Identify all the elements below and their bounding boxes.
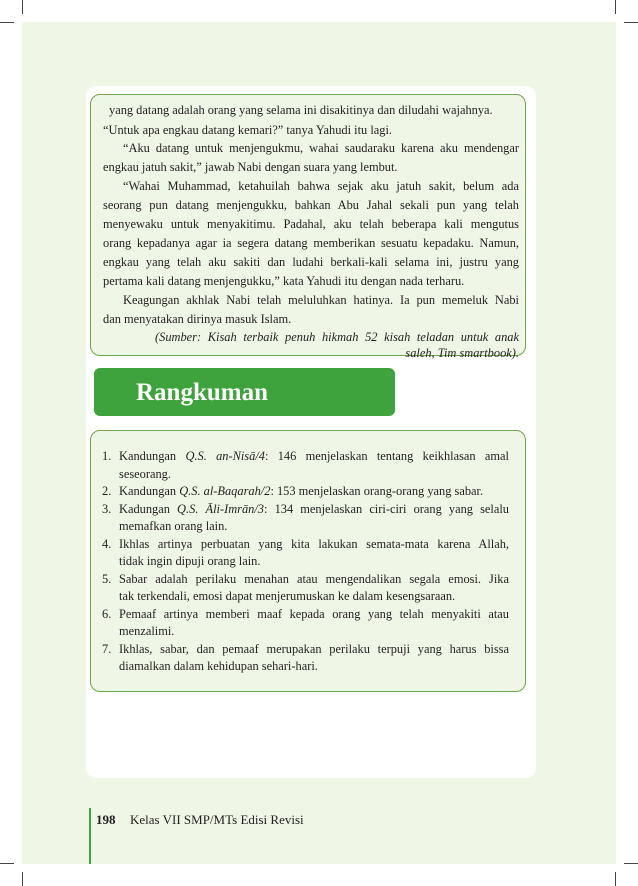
summary-item [102, 641, 509, 657]
story-line: engkau yang telah aku sakiti dan ludahi berkali-kali selama ini, justru yang [103, 255, 519, 269]
book-title: Kelas VII SMP/MTs Edisi Revisi [130, 812, 304, 827]
crop-mark-bottom-left-v [22, 872, 23, 886]
crop-mark-bottom-right-h [624, 863, 638, 864]
item-text: : 153 menjelaskan orang-orang yang sabar. [270, 484, 484, 498]
summary-item [102, 483, 509, 499]
summary-item-cont: menzalimi. [119, 624, 175, 638]
item-text: : 134 menjelaskan ciri-ciri orang yang selalu [264, 502, 509, 516]
summary-item [102, 448, 510, 464]
story-line: dan menyatakan dirinya masuk Islam. [103, 312, 292, 326]
footer-accent-bar [89, 808, 91, 864]
crop-mark-top-left-v [22, 0, 23, 14]
item-reference: Q.S. Āli-Imrān/3 [177, 502, 265, 516]
story-line: pertama kali datang menjengukku,” kata Yahudi itu dengan nada terharu. [103, 274, 465, 288]
story-line: “Wahai Muhammad, ketahuilah bahwa sejak aku jatuh sakit, belum ada [123, 179, 519, 193]
item-number: 4. [102, 537, 112, 551]
summary-item-cont: tak terkendali, emosi dapat menjerumuskan ke dalam kesengsaraan. [119, 589, 456, 603]
crop-mark-bottom-left-h [0, 863, 14, 864]
summary-item-cont: diamalkan dalam kehidupan sehari-hari. [119, 659, 318, 673]
story-line: menyewaku untuk menyakitimu. Padahal, aku telah beberapa kali mengutus [103, 217, 519, 231]
section-heading: Rangkuman [136, 379, 268, 406]
story-source: (Sumber: Kisah terbaik penuh hikmah 52 kisah teladan untuk anak [155, 330, 519, 344]
crop-mark-top-right-h [624, 22, 638, 23]
summary-item [102, 606, 509, 622]
item-number: 3. [102, 502, 112, 516]
item-text: Kadungan [119, 502, 178, 516]
crop-mark-bottom-right-v [615, 872, 616, 886]
item-number: 6. [102, 607, 112, 621]
item-text: Pemaaf artinya memberi maaf kepada orang yang telah menyakiti atau [119, 607, 509, 621]
summary-item-cont: seseorang. [119, 467, 171, 481]
item-text: Ikhlas artinya perbuatan yang kita lakukan semata-mata karena Allah, [119, 537, 509, 551]
section-heading-box [94, 368, 395, 416]
item-reference: Q.S. al-Baqarah/2 [179, 484, 271, 498]
summary-item [102, 571, 509, 587]
story-line: seorang pun datang menjengukku, bahkan Abu Jahal sekali pun yang telah [103, 198, 519, 212]
story-line: yang datang adalah orang yang selama ini disakitinya dan diludahi wajahnya. [109, 103, 493, 117]
summary-box [90, 430, 526, 692]
crop-mark-top-left-h [0, 22, 14, 23]
story-source: saleh, Tim smartbook). [405, 346, 519, 360]
story-line: “Aku datang untuk menjengukmu, wahai saudaraku karena aku mendengar [123, 141, 519, 155]
item-number: 7. [102, 642, 112, 656]
summary-item-cont: memafkan orang lain. [119, 519, 228, 533]
item-text: Sabar adalah perilaku menahan atau mengendalikan segala emosi. Jika [119, 572, 509, 586]
story-line: orang kepadanya agar ia segera datang memberikan sesuatu kepadaku. Namun, [103, 236, 519, 250]
item-number: 1. [102, 449, 112, 463]
item-text: Kandungan [119, 449, 186, 463]
story-line: engkau jatuh sakit,” jawab Nabi dengan suara yang lembut. [103, 160, 398, 174]
item-number: 2. [102, 484, 112, 498]
story-line: Keagungan akhlak Nabi telah meluluhkan hatinya. Ia pun memeluk Nabi [123, 293, 519, 307]
summary-item-cont: tidak ingin dipuji orang lain. [119, 554, 261, 568]
item-text: Ikhlas, sabar, dan pemaaf merupakan perilaku terpuji yang harus bissa [119, 642, 509, 656]
page-number: 198 [96, 812, 116, 827]
item-text: Kandungan [119, 484, 180, 498]
story-line: “Untuk apa engkau datang kemari?” tanya Yahudi itu lagi. [103, 123, 393, 137]
item-text: : 146 menjelaskan tentang keikhlasan amal [264, 449, 510, 463]
story-box [90, 94, 526, 360]
summary-item [102, 501, 509, 517]
item-number: 5. [102, 572, 112, 586]
crop-mark-top-right-v [615, 0, 616, 14]
item-reference: Q.S. an-Nisā/4 [185, 449, 265, 463]
summary-item [102, 536, 509, 552]
